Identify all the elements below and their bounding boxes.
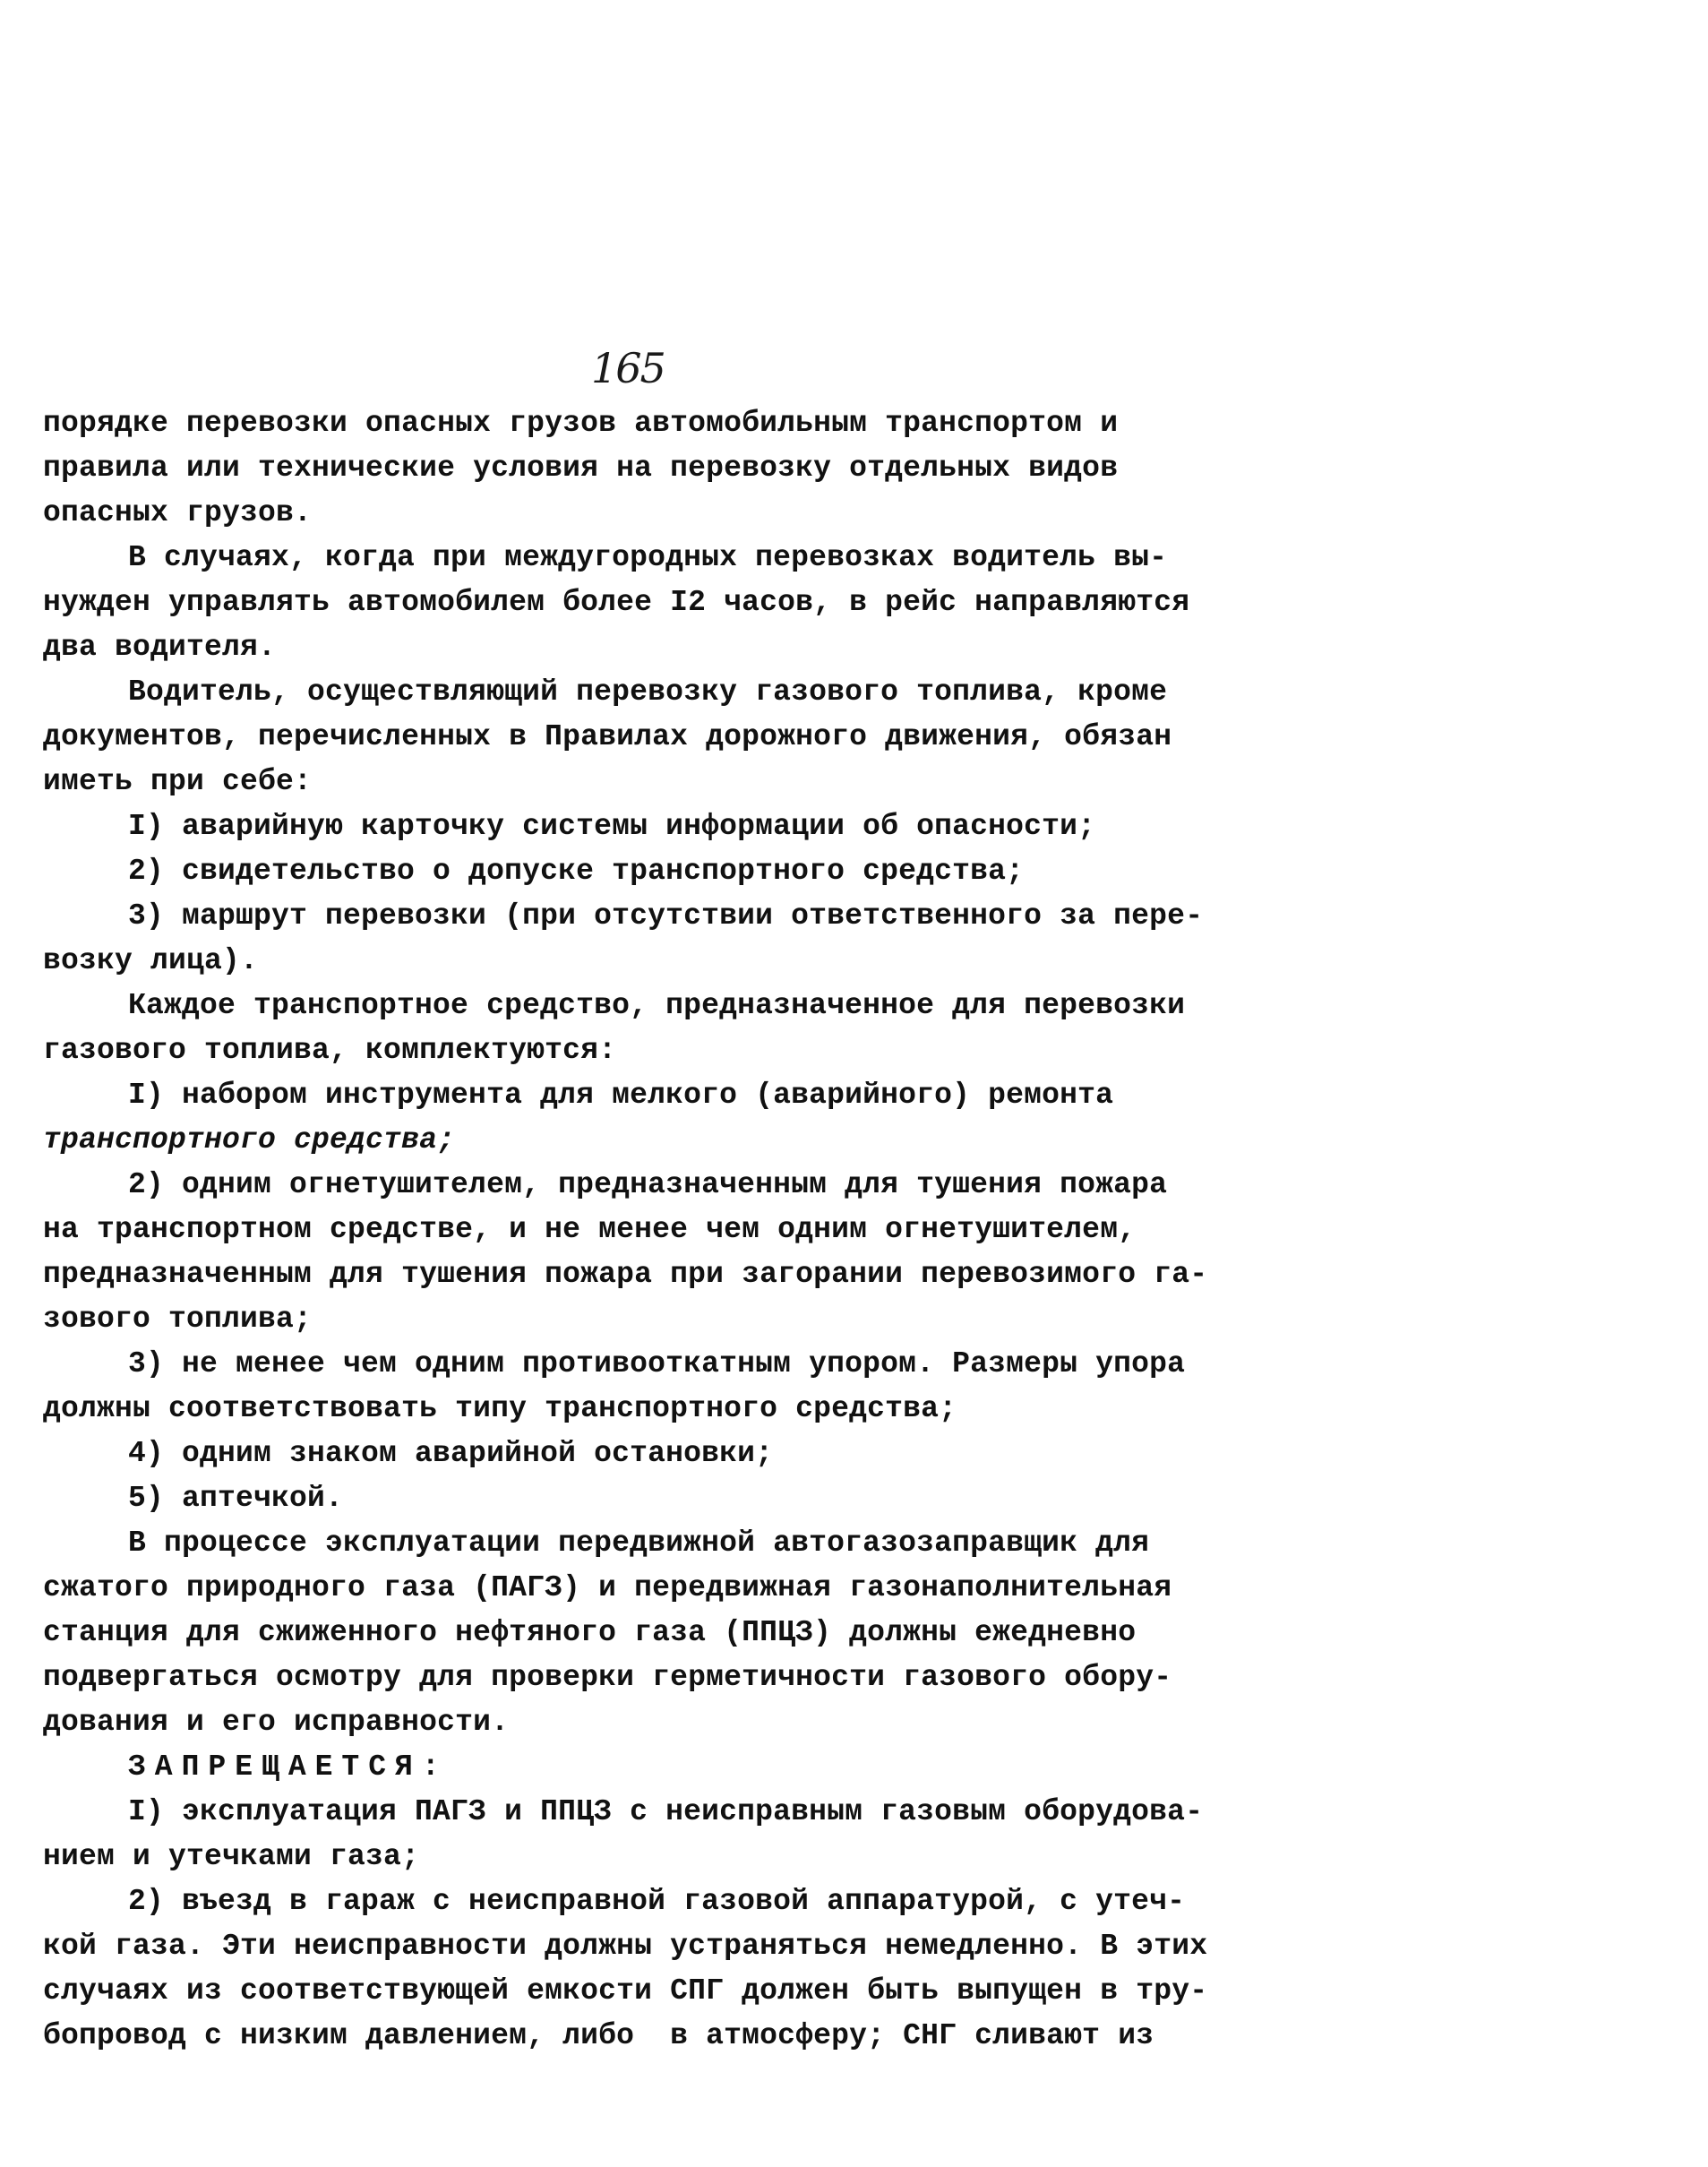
text-line: газового топлива, комплектуются: bbox=[43, 1034, 617, 1067]
text-line: бопровод с низким давлением, либо в атмосферу; СНГ сливают из bbox=[43, 2019, 1154, 2052]
body-text bbox=[43, 401, 1225, 2059]
text-line: подвергаться осмотру для проверки герметичности газового обору- bbox=[43, 1661, 1172, 1694]
text-line: должны соответствовать типу транспортного средства; bbox=[43, 1392, 957, 1425]
text-line: два водителя. bbox=[43, 631, 277, 664]
text-line: иметь при себе: bbox=[43, 765, 313, 798]
text-line: Каждое транспортное средство, предназначенное для перевозки bbox=[128, 989, 1186, 1022]
text-line: опасных грузов. bbox=[43, 496, 313, 529]
text-line: дования и его исправности. bbox=[43, 1706, 510, 1739]
text-line: 2) одним огнетушителем, предназначенным для тушения пожара bbox=[128, 1168, 1168, 1201]
text-line: 5) аптечкой. bbox=[128, 1482, 344, 1515]
text-line: I) эксплуатация ПАГЗ и ППЦЗ с неисправным газовым оборудова- bbox=[128, 1795, 1204, 1828]
text-line: I) аварийную карточку системы информации об опасности; bbox=[128, 810, 1096, 843]
text-line: зового топлива; bbox=[43, 1303, 313, 1336]
text-line: порядке перевозки опасных грузов автомобильным транспортом и bbox=[43, 407, 1119, 440]
text-line: возку лица). bbox=[43, 944, 259, 977]
text-line: Водитель, осуществляющий перевозку газового топлива, кроме bbox=[128, 675, 1168, 709]
text-line: станция для сжиженного нефтяного газа (ППЦЗ) должны ежедневно bbox=[43, 1616, 1137, 1649]
text-line: 2) свидетельство о допуске транспортного средства; bbox=[128, 855, 1025, 888]
text-line: 4) одним знаком аварийной остановки; bbox=[128, 1437, 774, 1470]
text-line: нием и утечками газа; bbox=[43, 1840, 420, 1873]
text-line: 3) маршрут перевозки (при отсутствии ответственного за пере- bbox=[128, 899, 1204, 933]
text-line: 3) не менее чем одним противооткатным упором. Размеры упора bbox=[128, 1347, 1186, 1380]
text-line: кой газа. Эти неисправности должны устраняться немедленно. В этих bbox=[43, 1930, 1208, 1963]
text-line: на транспортном средстве, и не менее чем одним огнетушителем, bbox=[43, 1213, 1137, 1246]
text-line: сжатого природного газа (ПАГЗ) и передвижная газонаполнительная bbox=[43, 1571, 1172, 1604]
text-line: документов, перечисленных в Правилах дорожного движения, обязан bbox=[43, 720, 1172, 753]
text-line: нужден управлять автомобилем более I2 часов, в рейс направляются bbox=[43, 586, 1190, 619]
text-line: транспортного средства; bbox=[43, 1123, 456, 1157]
text-line: I) набором инструмента для мелкого (аварийного) ремонта bbox=[128, 1079, 1114, 1112]
page-number: 165 bbox=[591, 344, 665, 392]
text-line: случаях из соответствующей емкости СПГ должен быть выпущен в тру- bbox=[43, 1974, 1208, 2008]
text-line: правила или технические условия на перевозку отдельных видов bbox=[43, 451, 1119, 485]
text-line: В случаях, когда при междугородных перевозках водитель вы- bbox=[128, 541, 1168, 574]
section-heading: ЗАПРЕЩАЕТСЯ: bbox=[128, 1750, 449, 1784]
text-line: предназначенным для тушения пожара при загорании перевозимого га- bbox=[43, 1258, 1208, 1291]
text-line: 2) въезд в гараж с неисправной газовой аппаратурой, с утеч- bbox=[128, 1885, 1186, 1918]
text-line: В процессе эксплуатации передвижной автогазозаправщик для bbox=[128, 1526, 1150, 1560]
